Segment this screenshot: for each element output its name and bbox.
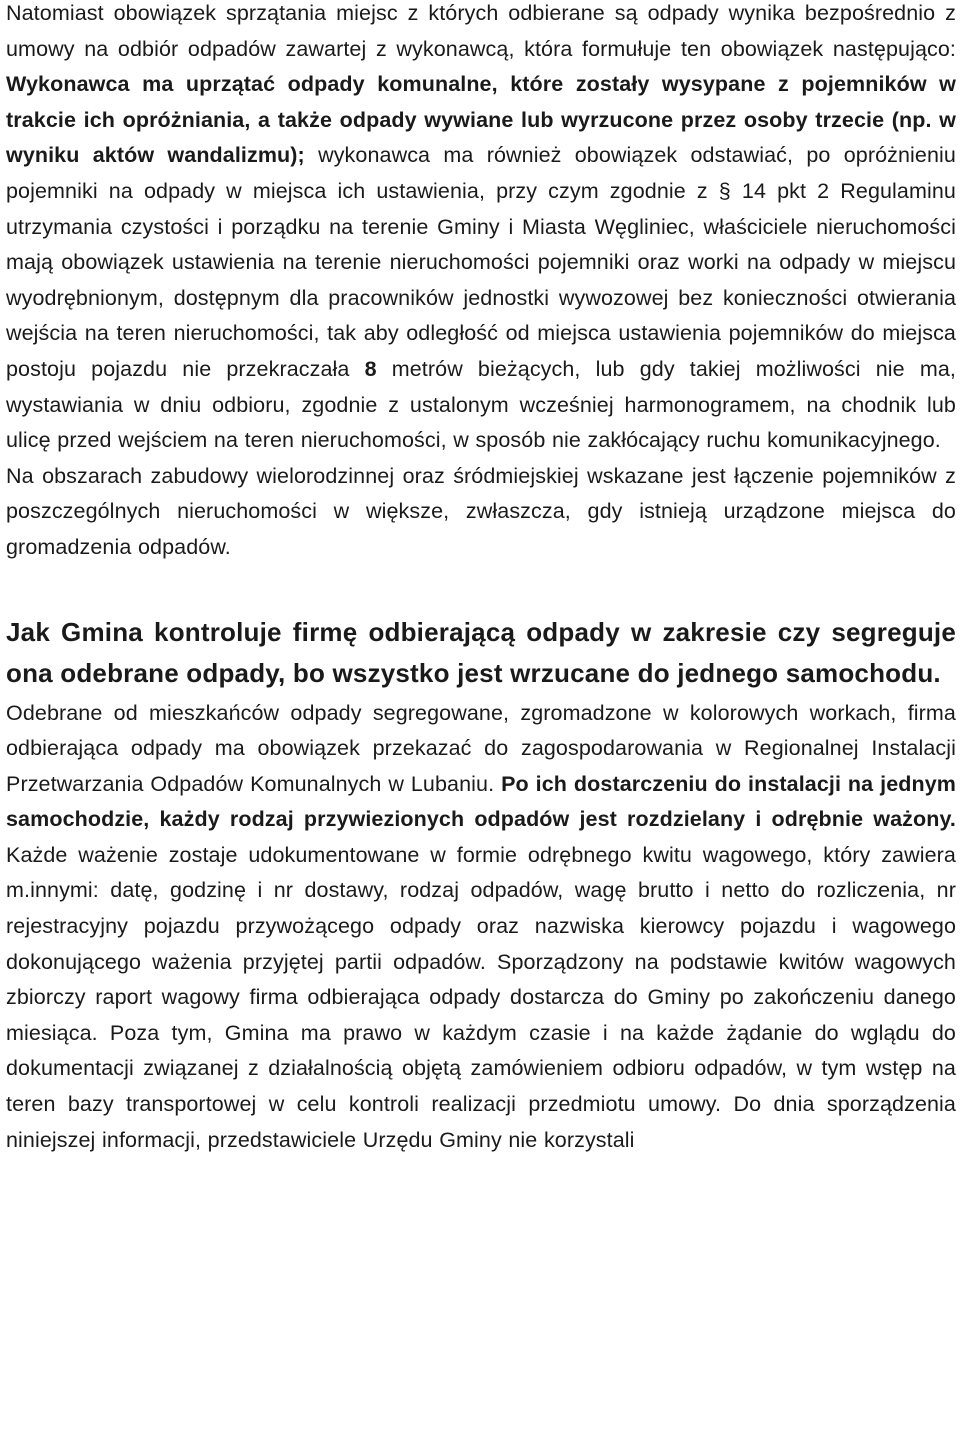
document-page <box>6 0 956 1158</box>
paragraph-1-text-3: metrów bieżących, lub gdy takiej możliwości nie ma, wystawiania w dniu odbioru, zgodnie z ustalonym wcześniej harmonogramem, na chodnik lub ulicę przed wejściem na teren nieruchomości, w sposób nie zakłócający ruchu komunikacyjnego. <box>6 356 956 453</box>
paragraph-multifamily-containers: Na obszarach zabudowy wielorodzinnej oraz śródmiejskiej wskazane jest łączenie pojemników z poszczególnych nieruchomości w większe, zwłaszcza, gdy istnieją urządzone miejsca do gromadzenia odpadów. <box>6 463 956 559</box>
paragraph-1-text-1: Natomiast obowiązek sprzątania miejsc z których odbierane są odpady wynika bezpośrednio z umowy na odbiór odpadów zawartej z wykonawcą, która formułuje ten obowiązek następująco: <box>6 1 956 61</box>
section-heading: Jak Gmina kontroluje firmę odbierającą odpady w zakresie czy segreguje ona odebrane odpady, bo wszystko jest wrzucane do jednego samochodu. <box>6 616 956 688</box>
paragraph-waste-control <box>6 696 956 1159</box>
paragraph-1-text-2: wykonawca ma również obowiązek odstawiać, po opróżnieniu pojemniki na odpady w miejsca ich ustawienia, przy czym zgodnie z § 14 pkt 2 Regulaminu utrzymania czystości i porządku na terenie Gminy i Miasta Węgliniec, właściciele nieruchomości mają obowiązek ustawienia na terenie nieruchomości pojemniki oraz worki na odpady w miejscu wyodrębnionym, dostępnym dla pracowników jednostki wywozowej bez konieczności otwierania wejścia na teren nieruchomości, tak aby odległość od miejsca ustawienia pojemników do miejsca postoju pojazdu nie przekraczała <box>6 143 956 381</box>
paragraph-3-bold-1: Po ich dostarczeniu do instalacji na jednym samochodzie, każdy rodzaj przywiezionych odpadów jest rozdzielany i odrębnie ważony. <box>6 771 956 832</box>
paragraph-1-bold-2: 8 <box>364 356 377 381</box>
paragraph-3-text-1: Odebrane od mieszkańców odpady segregowane, zgromadzone w kolorowych workach, firma odbierająca odpady ma obowiązek przekazać do zagospodarowania w Regionalnej Instalacji Przetwarzania Odpadów Komunalnych w Lubaniu. <box>6 700 956 796</box>
paragraph-3-text-2: Każde ważenie zostaje udokumentowane w formie odrębnego kwitu wagowego, który zawiera m.innymi: datę, godzinę i nr dostawy, rodzaj odpadów, wagę brutto i netto do rozliczenia, nr rejestracyjny pojazdu przywożącego odpady oraz nazwiska kierowcy pojazdu i wagowego dokonującego ważenia przyjętej partii odpadów. Sporządzony na podstawie kwitów wagowych zbiorczy raport wagowy firma odbierająca odpady dostarcza do Gminy po zakończeniu danego miesiąca. Poza tym, Gmina ma prawo w każdym czasie i na każde żądanie do wglądu do dokumentacji związanej z działalnością objętą zamówieniem odbioru odpadów, w tym wstęp na teren bazy transportowej w celu kontroli realizacji przedmiotu umowy. Do dnia sporządzenia niniejszej informacji, przedstawiciele Urzędu Gminy nie korzystali <box>6 842 956 1152</box>
paragraph-1-bold-1: Wykonawca ma uprzątać odpady komunalne, które zostały wysypane z pojemników w trakcie ich opróżniania, a także odpady wywiane lub wyrzucone przez osoby trzecie (np. w wyniku aktów wandalizmu); <box>6 72 956 168</box>
paragraph-cleaning-obligation <box>6 0 956 459</box>
